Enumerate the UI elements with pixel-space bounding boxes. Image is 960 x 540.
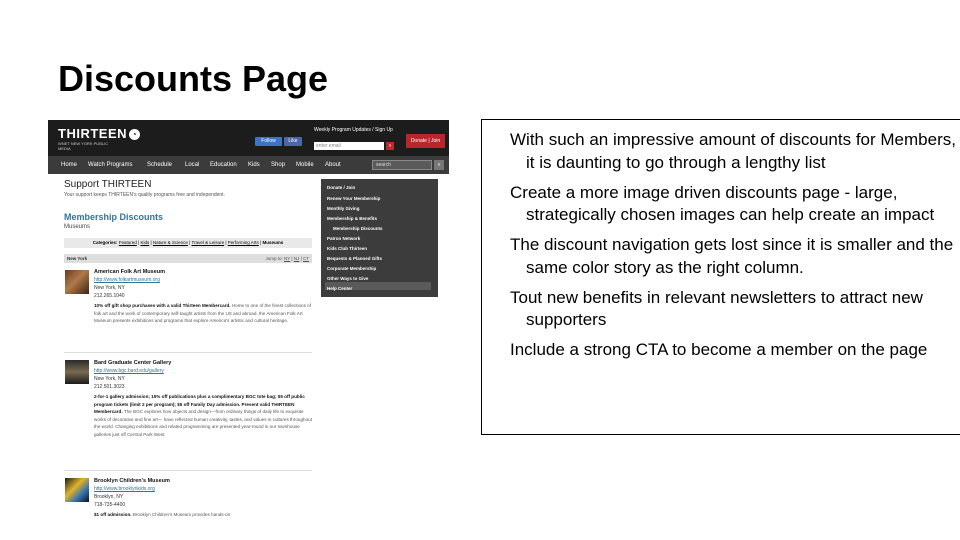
entry-divider <box>64 352 312 353</box>
entry-thumbnail[interactable] <box>65 478 89 502</box>
main-nav <box>48 156 449 174</box>
slide-title: Discounts Page <box>58 58 329 99</box>
category-featured[interactable]: Featured <box>118 240 137 245</box>
jump-nj[interactable]: NJ <box>293 256 300 261</box>
entry-description <box>94 511 312 518</box>
categories-bar: Categories: Featured | Kids | Nature & Science | Travel & Leisure | Performing Arts | Museums <box>64 238 312 248</box>
entry-city: Brooklyn, NY <box>94 494 124 500</box>
category-subtitle: Museums <box>64 224 91 230</box>
entry-thumbnail[interactable] <box>65 360 89 384</box>
jump-label: Jump to: <box>265 256 283 261</box>
entry-offer: 10% off gift shop purchases with a valid Thirteen Membercard. <box>94 303 231 308</box>
category-kids[interactable]: Kids <box>140 240 150 245</box>
entry-offer: $1 off admission. <box>94 512 132 517</box>
notes-list <box>510 129 959 362</box>
note-item: Tout new benefits in relevant newsletters to attract new supporters <box>510 287 923 329</box>
entry-desc-text: Home to one of the finest collections of folk art and the work of contemporary self-taught artists from the US and abroad, the American Folk Art Museum presents exhibitions and programs that explore America's artistic and cultural heritage. <box>94 303 312 323</box>
entry-phone: 718-735-4400 <box>94 502 126 508</box>
website-screenshot <box>48 120 449 518</box>
category-nature-science[interactable]: Nature & Science <box>152 240 188 245</box>
donate-join-button[interactable]: Donate | Join <box>406 134 445 148</box>
support-sidebar <box>321 179 438 297</box>
entry-divider <box>64 470 312 471</box>
entry-city: New York, NY <box>94 285 125 291</box>
nav-schedule[interactable]: Schedule <box>147 162 173 168</box>
membership-discounts-title: Membership Discounts <box>64 212 164 222</box>
entry-link[interactable]: http://www.bgc.bard.edu/gallery <box>94 368 164 374</box>
sidebar-item-membership-discounts[interactable]: Membership Discounts <box>333 226 383 231</box>
sidebar-item-donate-join[interactable]: Donate / Join <box>327 185 356 190</box>
thirteen-logo[interactable] <box>58 126 140 141</box>
entry-offer: 2-for-1 gallery admission; 15% off publications plus a complimentary BGC tote bag; $5 off public program tickets (limit 2 per program); $5 off Family Day admission. Present valid THIRTEEN Membercard. <box>94 394 305 414</box>
category-performing-arts[interactable]: Performing Arts <box>227 240 259 245</box>
entry-title: Bard Graduate Center Gallery <box>94 360 172 366</box>
search-button[interactable]: » <box>434 160 444 170</box>
entry-link[interactable]: http://www.brooklynkids.org <box>94 486 155 492</box>
note-item: Create a more image driven discounts page - large, strategically chosen images can help create an impact <box>510 182 935 224</box>
location-label: New York <box>67 256 88 261</box>
category-travel-leisure[interactable]: Travel & Leisure <box>191 240 225 245</box>
entry-description <box>94 393 312 438</box>
sidebar-item-kids-club[interactable]: Kids Club Thirteen <box>327 246 368 251</box>
sidebar-item-corporate[interactable]: Corporate Membership <box>327 266 377 271</box>
jump-ny[interactable]: NY <box>283 256 291 261</box>
logo-subtitle: WNET NEW YORK PUBLIC MEDIA <box>58 141 109 151</box>
entry-title: Brooklyn Children's Museum <box>94 478 170 484</box>
jump-ct[interactable]: CT <box>303 256 309 261</box>
nav-mobile[interactable]: Mobile <box>296 162 314 168</box>
note-item: The discount navigation gets lost since it is smaller and the same color story as the right column. <box>510 235 954 277</box>
support-subtitle: Your support keeps THIRTEEN's quality programs free and independent. <box>64 192 225 198</box>
jump-to: Jump to: NY | NJ | CT <box>265 256 309 261</box>
site-header <box>48 120 449 156</box>
notes-textbox <box>481 119 960 435</box>
sidebar-item-other-ways[interactable]: Other Ways to Give <box>327 276 369 281</box>
email-input[interactable]: enter email <box>314 142 384 150</box>
facebook-like-button[interactable]: Like <box>284 137 302 146</box>
sidebar-item-monthly-giving[interactable]: Monthly Giving <box>327 206 360 211</box>
nav-about[interactable]: About <box>325 162 341 168</box>
entry-phone: 212.265.1040 <box>94 293 125 299</box>
entry-desc-text: The BGC explores how objects and design—from ordinary things of daily life to exquisite works of decorative and fine art— have reflected human creativity, tastes, and values in cultures throughout the world. Changing exhibitions and related programming are presented year-round in our townhouse galleries just off Central Park West. <box>94 409 312 437</box>
sidebar-item-bequests[interactable]: Bequests & Planned Gifts <box>327 256 383 261</box>
nav-watch-programs[interactable]: Watch Programs <box>88 162 133 168</box>
location-bar <box>64 254 312 263</box>
logo-text: THIRTEEN <box>58 126 127 141</box>
entry-city: New York, NY <box>94 376 125 382</box>
entry-thumbnail[interactable] <box>65 270 89 294</box>
sidebar-item-membership-benefits[interactable]: Membership & Benefits <box>327 216 378 221</box>
nav-shop[interactable]: Shop <box>271 162 286 168</box>
sidebar-item-renew[interactable]: Renew Your Membership <box>327 196 381 201</box>
categories-label: Categories: <box>92 240 118 245</box>
support-title: Support THIRTEEN <box>64 179 152 190</box>
note-item: With such an impressive amount of discounts for Members, it is daunting to go through a lengthy list <box>510 130 956 172</box>
entry-link[interactable]: http://www.folkartmuseum.org <box>94 277 160 283</box>
entry-phone: 212.501.3023 <box>94 384 125 390</box>
nav-kids[interactable]: Kids <box>248 162 260 168</box>
category-museums[interactable]: Museums <box>262 240 284 245</box>
sidebar-item-patron-network[interactable]: Patron Network <box>327 236 361 241</box>
search-input[interactable]: search <box>372 160 432 170</box>
entry-desc-text: Brooklyn Children's Museum provides hands-on <box>132 512 231 517</box>
sidebar-item-help-center[interactable]: Help Center <box>327 286 353 291</box>
twitter-follow-button[interactable]: Follow <box>255 137 282 146</box>
note-item: Include a strong CTA to become a member on the page <box>510 340 928 359</box>
nav-home[interactable]: Home <box>61 162 78 168</box>
entry-description <box>94 302 312 325</box>
nav-local[interactable]: Local <box>185 162 200 168</box>
nav-education[interactable]: Education <box>210 162 237 168</box>
entry-title: American Folk Art Museum <box>94 269 166 275</box>
email-submit-button[interactable]: » <box>386 142 394 150</box>
logo-icon: ◔ <box>129 129 140 140</box>
newsletter-label: Weekly Program Updates / Sign Up <box>314 127 393 133</box>
